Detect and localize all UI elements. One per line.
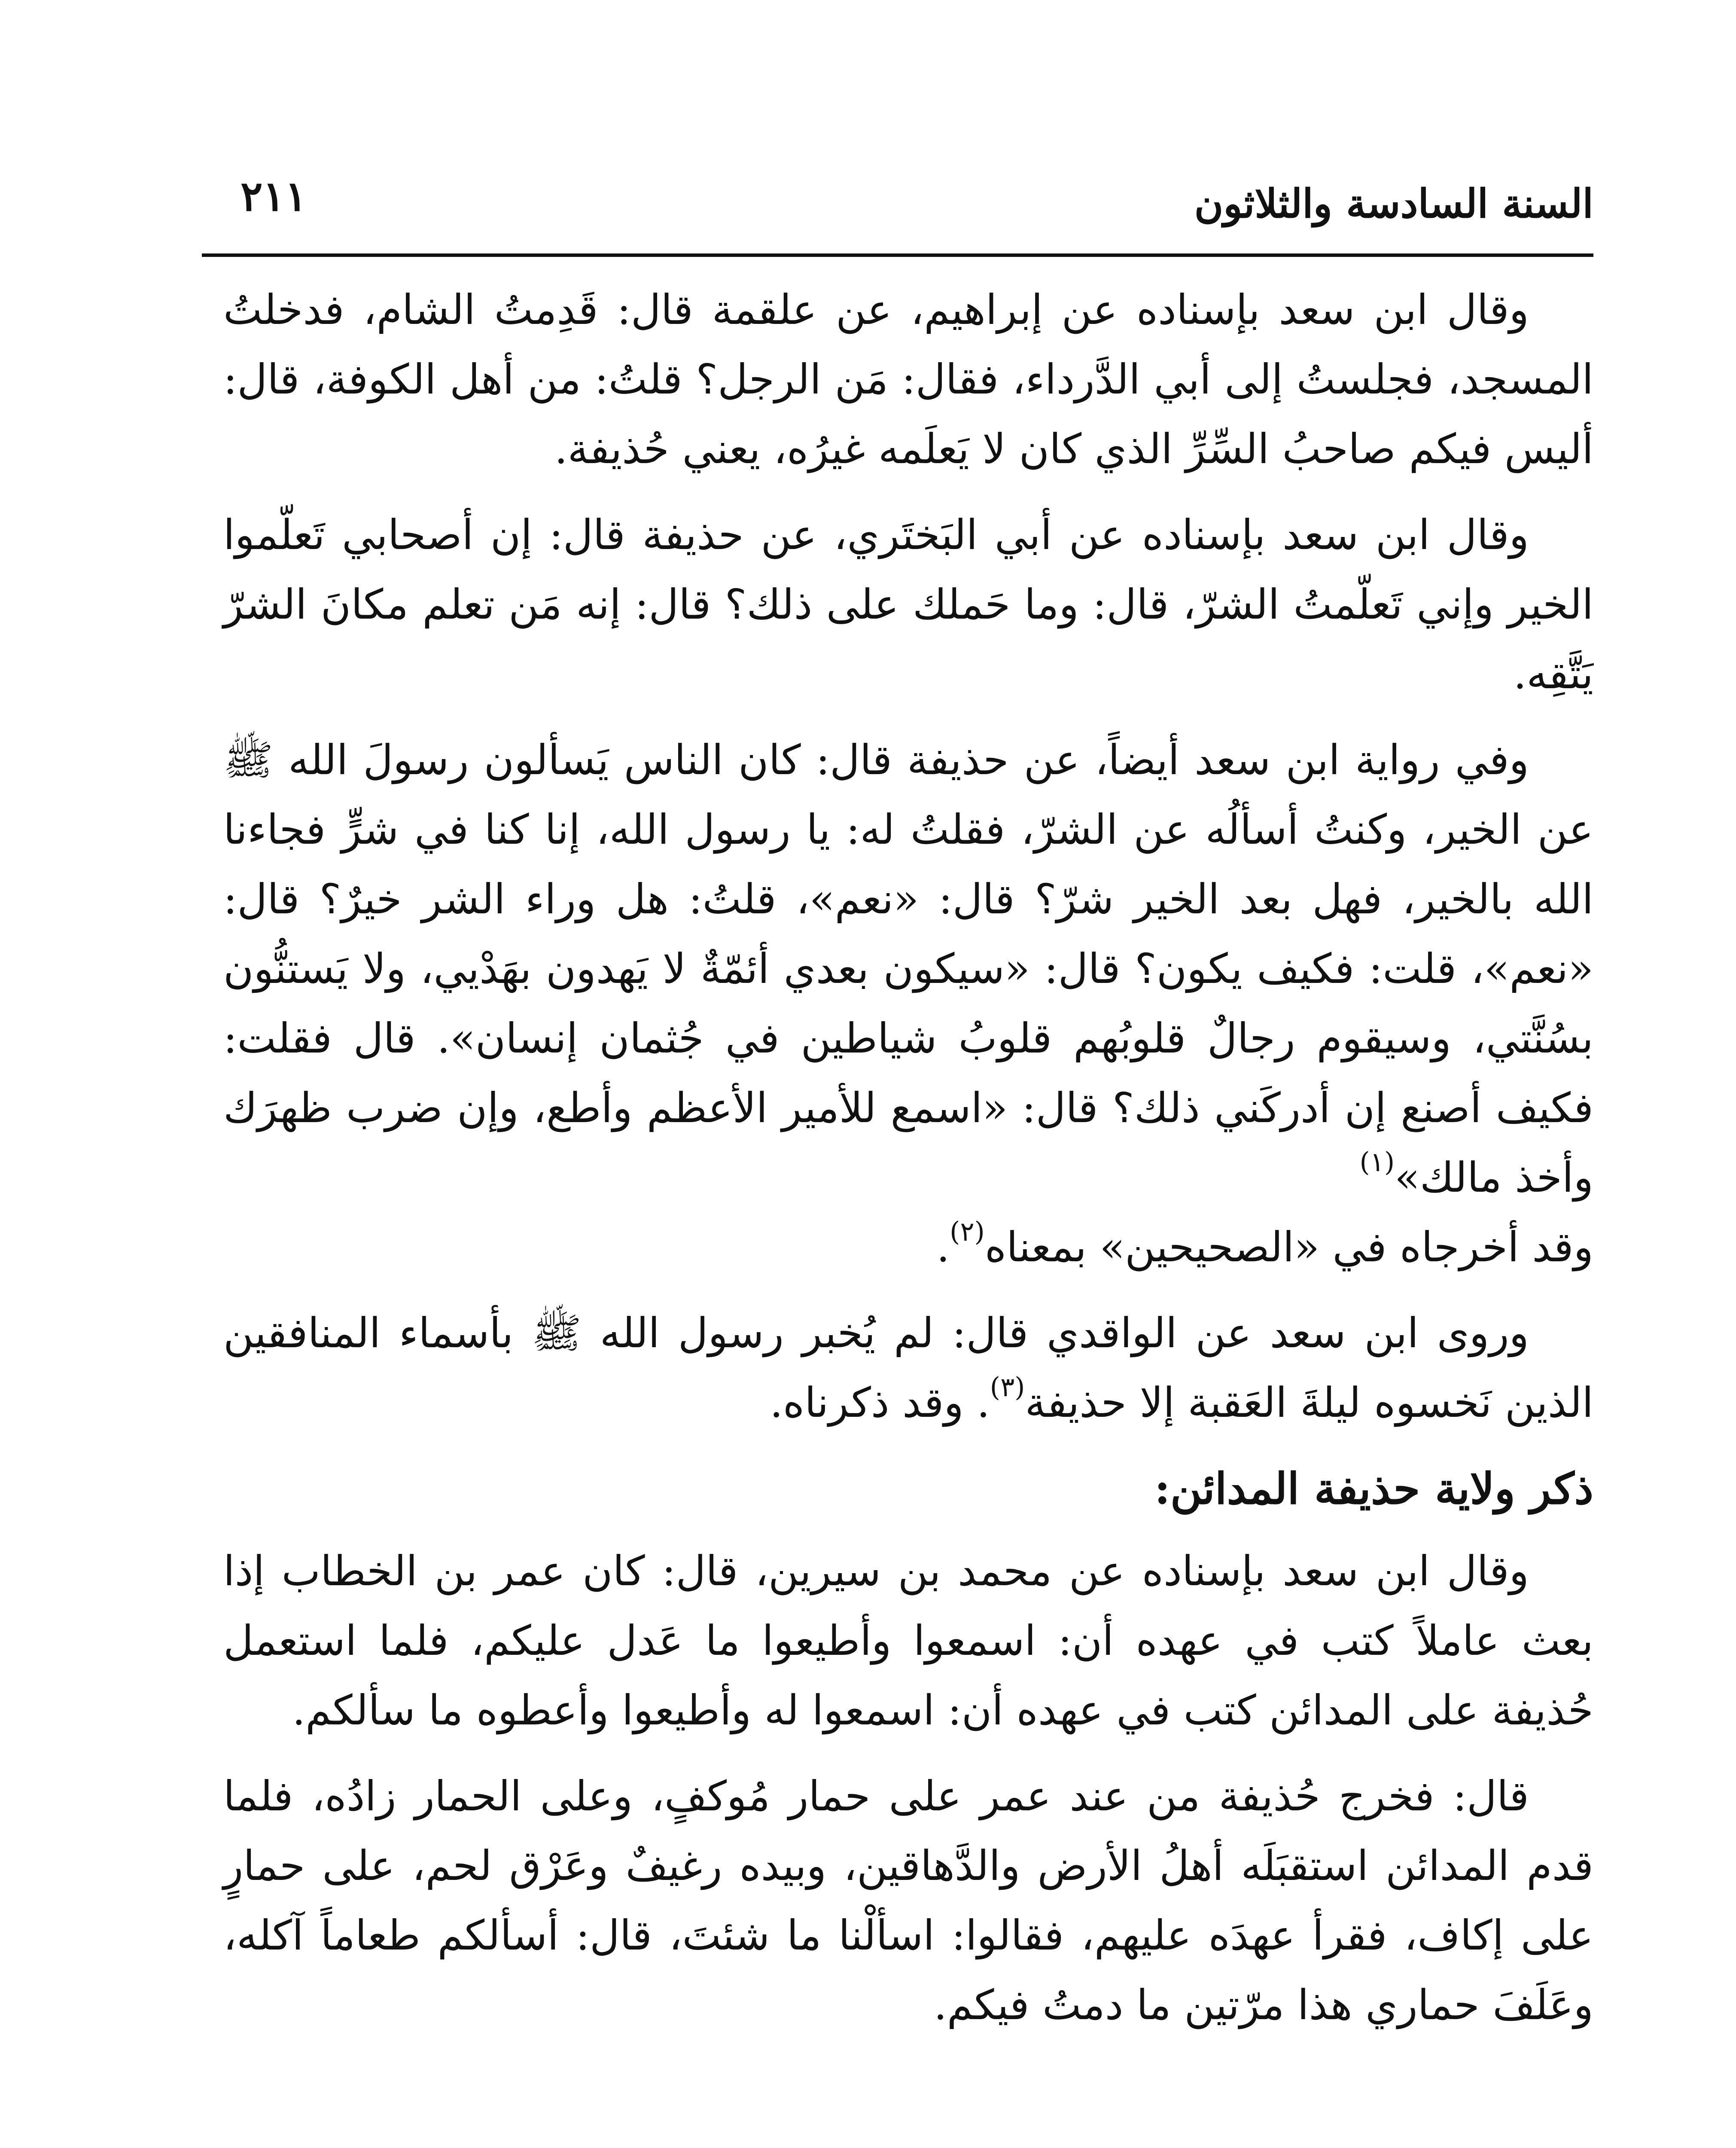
paragraph: وقال ابن سعد بإسناده عن إبراهيم، عن علقمة قال: قَدِمتُ الشام، فدخلتُ المسجد، فجلستُ إلى أبي الدَّرداء، فقال: مَن الرجل؟ قلتُ: من أهل الكوفة، قال: أليس فيكم صاحبُ السِّرِّ الذي كان لا يَعلَمه غيرُه، يعني حُذيفة. xyxy=(223,286,1593,473)
footnote-reference[interactable]: (٣) xyxy=(990,1371,1025,1403)
paragraph: وقال ابن سعد بإسناده عن أبي البَختَري، عن حذيفة قال: إن أصحابي تَعلّموا الخير وإني تَعلّمتُ الشرّ، قال: وما حَملك على ذلك؟ قال: إنه مَن تعلم مكانَ الشرّ يَتَّقِه. xyxy=(223,511,1593,698)
running-title: السنة السادسة والثلاثون xyxy=(1194,180,1593,227)
page-header xyxy=(202,163,1593,249)
main-text xyxy=(223,275,1593,2056)
footnote-reference[interactable]: (١) xyxy=(1359,1146,1395,1178)
footnote-reference[interactable]: (٢) xyxy=(950,1216,985,1247)
paragraph: قال: فخرج حُذيفة من عند عمر على حمار مُوكفٍ، وعلى الحمار زادُه، فلما قدم المدائن استقبَلَه أهلُ الأرض والدَّهاقين، وبيده رغيفٌ وعَرْق لحم، على حمارٍ على إكاف، فقرأ عهدَه عليهم، فقالوا: اسألْنا ما شئتَ، قال: أسألكم طعاماً آكله، وعَلَفَ حماري هذا مرّتين ما دمتُ فيكم. xyxy=(223,1772,1593,2029)
section-heading: ذكر ولاية حذيفة المدائن: xyxy=(1154,1463,1593,1514)
paragraph: وقال ابن سعد بإسناده عن محمد بن سيرين، قال: كان عمر بن الخطاب إذا بعث عاملاً كتب في عهده أن: اسمعوا وأطيعوا ما عَدل عليكم، فلما استعمل حُذيفة على المدائن كتب في عهده أن: اسمعوا له وأطيعوا وأعطوه ما سألكم. xyxy=(223,1547,1593,1734)
paragraph: وفي رواية ابن سعد أيضاً، عن حذيفة قال: كان الناس يَسألون رسولَ الله ﷺ عن الخير، وكنتُ أسألُه عن الشرّ، فقلتُ له: يا رسول الله، إنا كنا في شرٍّ فجاءنا الله بالخير، فهل بعد الخير شرّ؟ قال: «نعم»، قلتُ: هل وراء الشر خيرٌ؟ قال: «نعم»، قلت: فكيف يكون؟ قال: «سيكون بعدي أئمّةٌ لا يَهدون بهَدْيي، ولا يَستنُّون بسُنَّتي، وسيقوم رجالٌ قلوبُهم قلوبُ شياطين في جُثمان إنسان». قال فقلت: فكيف أصنع إن أدركَني ذلك؟ قال: «اسمع للأمير الأعظم وأطع، وإن ضرب ظهرَك وأخذ مالك»$^{(١)}$ xyxy=(223,736,1594,1202)
paragraph: وروى ابن سعد عن الواقدي قال: لم يُخبر رسول الله ﷺ بأسماء المنافقين الذين نَخسوه ليلةَ العَقبة إلا حذيفة$^{(٣)}$. وقد ذكرناه. xyxy=(223,1309,1593,1427)
page-number: ٢١١ xyxy=(241,172,307,220)
paragraph: وقد أخرجاه في «الصحيحين» بمعناه$^{(٢)}$. xyxy=(936,1216,1593,1271)
header-divider xyxy=(202,253,1593,257)
